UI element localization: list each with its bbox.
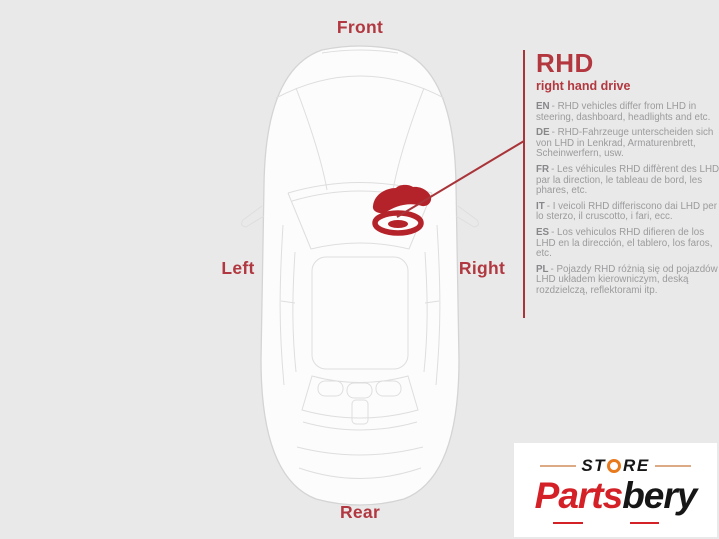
rhd-entry-text: - RHD-Fahrzeuge unterscheiden sich von LHD in Lenkrad, Armaturenbrett, Scheinwerfern, usw. — [536, 127, 714, 160]
rhd-entry-it — [536, 202, 719, 223]
partsbery-logo — [514, 443, 717, 537]
rhd-entry-text: - Los vehiculos RHD difieren de los LHD en la dirección, el tablero, los faros, etc. — [536, 226, 713, 260]
rhd-subtitle: right hand drive — [536, 79, 631, 93]
rhd-title: RHD — [536, 48, 594, 78]
rhd-entry-lang: DE — [536, 127, 550, 139]
right-label: Right — [458, 258, 506, 278]
rhd-entry-text: - Les véhicules RHD diffèrent des LHD par la direction, le tableau de bord, les phares, etc. — [536, 163, 719, 197]
rhd-info-panel — [523, 50, 719, 318]
rhd-entry-pl — [536, 265, 719, 297]
brand-wordmark — [514, 477, 717, 514]
brand-underline-left — [553, 522, 583, 524]
store-right-line — [655, 465, 691, 467]
rhd-entry-text: - Pojazdy RHD różnią się od pojazdów LHD układem kierowniczym, deską rozdzielczą, reflektorami itp. — [536, 263, 718, 296]
rhd-entry-en — [536, 102, 719, 123]
rhd-entry-es — [536, 228, 719, 260]
store-text-re: RE — [623, 456, 650, 475]
rhd-entry-lang: FR — [536, 163, 550, 175]
rhd-entry-text: - RHD vehicles differ from LHD in steering, dashboard, headlights and etc. — [536, 101, 711, 123]
brand-bery: bery — [622, 475, 697, 516]
rhd-entry-fr — [536, 165, 719, 197]
rhd-entry-lang: IT — [536, 200, 545, 212]
rhd-entry-lang: PL — [536, 263, 549, 275]
store-left-line — [540, 465, 576, 467]
rhd-entry-lang: EN — [536, 101, 550, 112]
rhd-entry-lang: ES — [536, 226, 550, 238]
rhd-entry-text: - I veicoli RHD differiscono dai LHD per lo sterzo, il cruscotto, i fari, ecc. — [536, 200, 717, 223]
store-text-st: ST — [581, 456, 607, 475]
store-o-ring-icon — [607, 459, 621, 473]
left-label: Left — [221, 258, 255, 278]
front-label: Front — [336, 17, 384, 37]
store-wordmark — [514, 456, 717, 476]
car-body-outline — [261, 46, 459, 505]
rear-label: Rear — [339, 502, 381, 522]
brand-parts: Parts — [534, 475, 623, 516]
rhd-entry-de — [536, 128, 719, 160]
brand-underline-right — [630, 522, 659, 524]
